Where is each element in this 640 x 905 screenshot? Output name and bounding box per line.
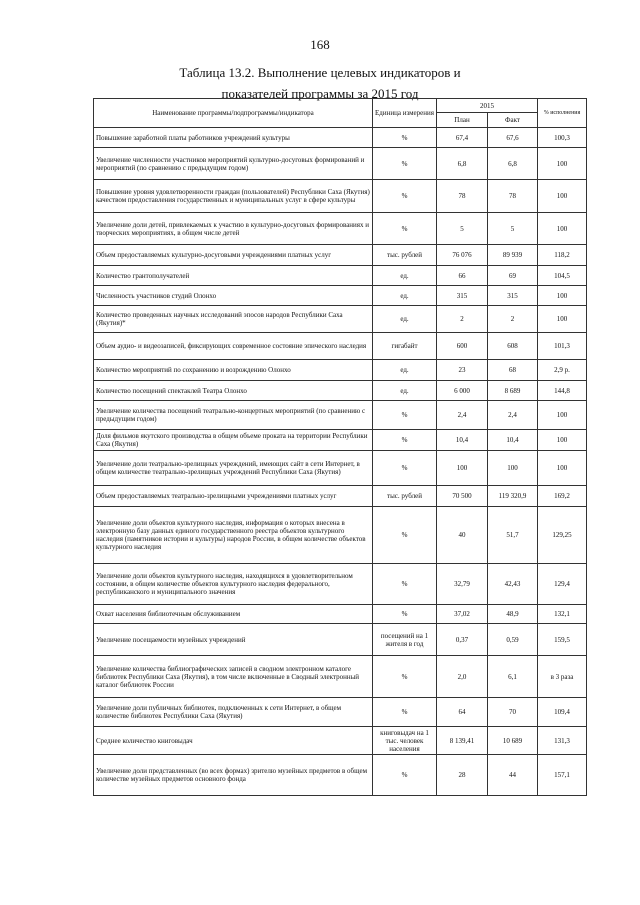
fact-value: 68 (488, 360, 538, 381)
plan-value: 23 (437, 360, 488, 381)
table-row (94, 266, 587, 286)
table-row (94, 245, 587, 266)
plan-value: 5 (437, 213, 488, 245)
indicator-name: Объем предоставляемых культурно-досуговыми учреждениями платных услуг (94, 245, 373, 266)
percent-value: 169,2 (538, 486, 587, 507)
indicator-name: Количество мероприятий по сохранению и возрождению Олонхо (94, 360, 373, 381)
unit-cell: ед. (373, 266, 437, 286)
unit-cell: % (373, 507, 437, 564)
fact-value: 608 (488, 333, 538, 360)
indicator-name: Среднее количество книговыдач (94, 727, 373, 755)
indicators-table (93, 98, 587, 796)
fact-value: 78 (488, 180, 538, 213)
header-percent: % исполнения (538, 99, 587, 128)
table-row (94, 401, 587, 430)
indicator-name: Увеличение посещаемости музейных учреждений (94, 624, 373, 656)
plan-value: 8 139,41 (437, 727, 488, 755)
table-row (94, 624, 587, 656)
fact-value: 5 (488, 213, 538, 245)
percent-value: 100 (538, 180, 587, 213)
percent-value: 129,25 (538, 507, 587, 564)
indicator-name: Доля фильмов якутского производства в общем объеме проката на территории Республики Саха (Якутия) (94, 430, 373, 451)
plan-value: 32,79 (437, 564, 488, 605)
fact-value: 0,59 (488, 624, 538, 656)
fact-value: 89 939 (488, 245, 538, 266)
plan-value: 76 076 (437, 245, 488, 266)
plan-value: 40 (437, 507, 488, 564)
unit-cell: посещений на 1 жителя в год (373, 624, 437, 656)
indicator-name: Объем аудио- и видеозаписей, фиксирующих современное состояние эпического наследия (94, 333, 373, 360)
plan-value: 2,0 (437, 656, 488, 698)
indicator-name: Увеличение доли представленных (во всех формах) зрителю музейных предметов в общем количестве музейных предметов основного фонда (94, 755, 373, 796)
table-row (94, 430, 587, 451)
table-row (94, 148, 587, 180)
table-title-line-2: показателей программы за 2015 год (221, 86, 419, 101)
indicator-name: Увеличение доли публичных библиотек, подключенных к сети Интернет, в общем количестве библиотек Республики Саха (Якутия) (94, 698, 373, 727)
table-row (94, 656, 587, 698)
plan-value: 600 (437, 333, 488, 360)
percent-value: 104,5 (538, 266, 587, 286)
table-row (94, 128, 587, 148)
indicator-name: Численность участников студий Олонхо (94, 286, 373, 306)
fact-value: 70 (488, 698, 538, 727)
unit-cell: % (373, 698, 437, 727)
unit-cell: % (373, 401, 437, 430)
indicator-name: Увеличение доли театрально-зрелищных учреждений, имеющих сайт в сети Интернет, в общем количестве театрально-зрелищных учреждений Республики Саха (Якутия) (94, 451, 373, 486)
table-row (94, 333, 587, 360)
table-row (94, 213, 587, 245)
percent-value: 159,5 (538, 624, 587, 656)
plan-value: 2 (437, 306, 488, 333)
plan-value: 2,4 (437, 401, 488, 430)
fact-value: 48,9 (488, 605, 538, 624)
plan-value: 10,4 (437, 430, 488, 451)
percent-value: 100 (538, 286, 587, 306)
unit-cell: % (373, 148, 437, 180)
unit-cell: % (373, 755, 437, 796)
unit-cell: % (373, 180, 437, 213)
table-row (94, 286, 587, 306)
plan-value: 0,37 (437, 624, 488, 656)
percent-value: 101,3 (538, 333, 587, 360)
fact-value: 315 (488, 286, 538, 306)
header-unit: Единица измерения (373, 99, 437, 128)
plan-value: 64 (437, 698, 488, 727)
percent-value: 157,1 (538, 755, 587, 796)
header-name: Наименование программы/подпрограммы/индикатора (94, 99, 373, 128)
page-number: 168 (310, 37, 330, 52)
fact-value: 69 (488, 266, 538, 286)
table-row (94, 360, 587, 381)
plan-value: 6 000 (437, 381, 488, 401)
fact-value: 2,4 (488, 401, 538, 430)
indicator-name: Увеличение доли объектов культурного наследия, находящихся в удовлетворительном состоянии, в общем количестве объектов культурного наследия федерального, республиканского и муниципального значения (94, 564, 373, 605)
table-row (94, 755, 587, 796)
table-row (94, 451, 587, 486)
plan-value: 37,02 (437, 605, 488, 624)
indicator-name: Повышение уровня удовлетворенности граждан (пользователей) Республики Саха (Якутия) качеством предоставления государственных и муниципальных услуг в сфере культуры (94, 180, 373, 213)
fact-value: 67,6 (488, 128, 538, 148)
unit-cell: ед. (373, 381, 437, 401)
unit-cell: книговыдач на 1 тыс. человек населения (373, 727, 437, 755)
percent-value: 2,9 р. (538, 360, 587, 381)
percent-value: 100 (538, 213, 587, 245)
fact-value: 10 689 (488, 727, 538, 755)
indicator-name: Количество посещений спектаклей Театра Олонхо (94, 381, 373, 401)
table-row (94, 727, 587, 755)
fact-value: 100 (488, 451, 538, 486)
indicator-name: Увеличение количества посещений театрально-концертных мероприятий (по сравнению с предыдущим годом) (94, 401, 373, 430)
unit-cell: % (373, 430, 437, 451)
fact-value: 2 (488, 306, 538, 333)
table-row (94, 180, 587, 213)
indicator-name: Количество грантополучателей (94, 266, 373, 286)
table-row (94, 605, 587, 624)
percent-value: 118,2 (538, 245, 587, 266)
plan-value: 70 500 (437, 486, 488, 507)
unit-cell: ед. (373, 286, 437, 306)
percent-value: 109,4 (538, 698, 587, 727)
header-plan: План (437, 113, 488, 128)
indicator-name: Объем предоставляемых театрально-зрелищными учреждениями платных услуг (94, 486, 373, 507)
percent-value: 100 (538, 430, 587, 451)
unit-cell: % (373, 605, 437, 624)
table-row (94, 306, 587, 333)
indicator-name: Повышение заработной платы работников учреждений культуры (94, 128, 373, 148)
percent-value: 132,1 (538, 605, 587, 624)
indicator-name: Количество проведенных научных исследований эпосов народов Республики Саха (Якутия)* (94, 306, 373, 333)
fact-value: 6,1 (488, 656, 538, 698)
table-row (94, 381, 587, 401)
percent-value: 100 (538, 148, 587, 180)
percent-value: 100 (538, 306, 587, 333)
plan-value: 315 (437, 286, 488, 306)
plan-value: 66 (437, 266, 488, 286)
table-title-line-1: Таблица 13.2. Выполнение целевых индикаторов и (179, 65, 461, 80)
plan-value: 6,8 (437, 148, 488, 180)
percent-value: 100 (538, 401, 587, 430)
indicator-name: Увеличение доли объектов культурного наследия, информация о которых внесена в электронную базу данных единого государственного реестра объектов культурного наследия (памятников истории и культуры) народов России, в общем количестве объектов культурного наследия (94, 507, 373, 564)
unit-cell: ед. (373, 306, 437, 333)
indicator-name: Увеличение количества библиографических записей в сводном электронном каталоге библиотек Республики Саха (Якутия), в том числе включенные в Сводный электронный каталог библиотек России (94, 656, 373, 698)
plan-value: 100 (437, 451, 488, 486)
table-row (94, 564, 587, 605)
header-year: 2015 (437, 99, 538, 113)
percent-value: 100 (538, 451, 587, 486)
fact-value: 6,8 (488, 148, 538, 180)
fact-value: 10,4 (488, 430, 538, 451)
unit-cell: % (373, 213, 437, 245)
header-fact: Факт (488, 113, 538, 128)
unit-cell: % (373, 564, 437, 605)
unit-cell: гигабайт (373, 333, 437, 360)
unit-cell: % (373, 128, 437, 148)
fact-value: 51,7 (488, 507, 538, 564)
table-row (94, 507, 587, 564)
plan-value: 28 (437, 755, 488, 796)
percent-value: 100,3 (538, 128, 587, 148)
unit-cell: ед. (373, 360, 437, 381)
fact-value: 42,43 (488, 564, 538, 605)
plan-value: 78 (437, 180, 488, 213)
percent-value: в 3 раза (538, 656, 587, 698)
percent-value: 131,3 (538, 727, 587, 755)
fact-value: 8 689 (488, 381, 538, 401)
percent-value: 144,8 (538, 381, 587, 401)
percent-value: 129,4 (538, 564, 587, 605)
table-row (94, 486, 587, 507)
unit-cell: тыс. рублей (373, 245, 437, 266)
plan-value: 67,4 (437, 128, 488, 148)
unit-cell: % (373, 656, 437, 698)
indicator-name: Увеличение доли детей, привлекаемых к участию в культурно-досуговых формированиях и творческих мероприятиях, в общем числе детей (94, 213, 373, 245)
fact-value: 119 320,9 (488, 486, 538, 507)
indicator-name: Охват населения библиотечным обслуживанием (94, 605, 373, 624)
fact-value: 44 (488, 755, 538, 796)
table-row (94, 698, 587, 727)
indicator-name: Увеличение численности участников мероприятий культурно-досуговых формирований и мероприятий (по сравнению с предыдущим годом) (94, 148, 373, 180)
unit-cell: тыс. рублей (373, 486, 437, 507)
unit-cell: % (373, 451, 437, 486)
